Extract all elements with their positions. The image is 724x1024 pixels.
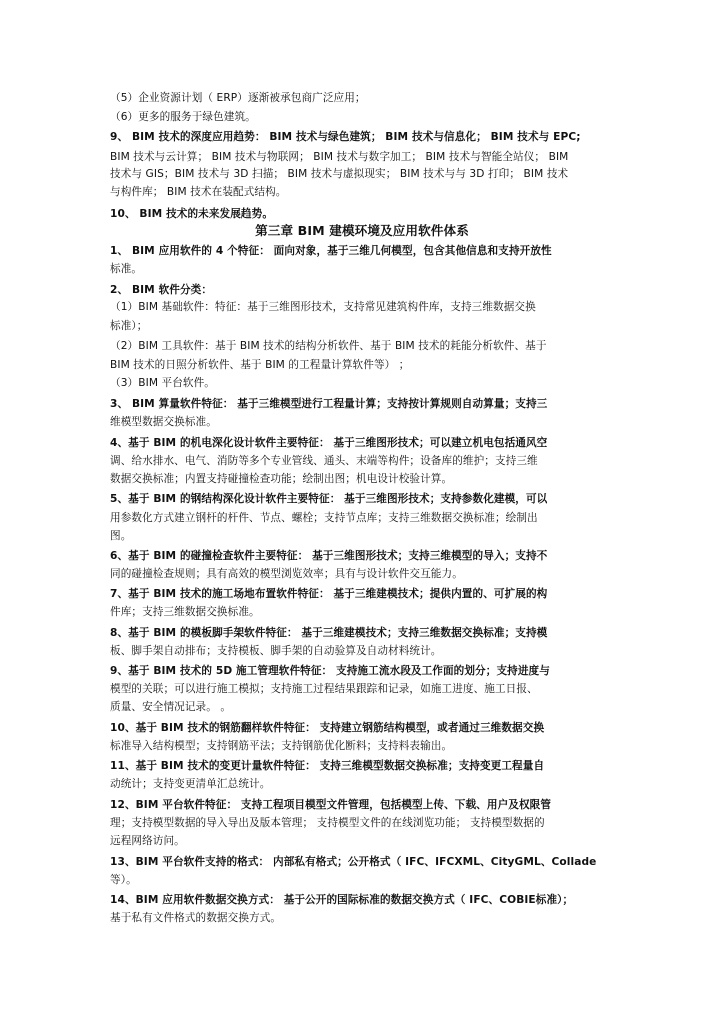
text-line: 理；支持模型数据的导入导出及版本管理； 支持模型文件的在线浏览功能； 支持模型数据的 [110, 817, 545, 829]
chapter-title: 第三章 BIM 建模环境及应用软件体系 [255, 223, 469, 238]
text-line: 10、 BIM 技术的未来发展趋势。 [110, 208, 274, 220]
text-line: 件库；支持三维数据交换标准。 [110, 606, 260, 618]
text-line: 图。 [110, 530, 132, 542]
text-line: 4、基于 BIM 的机电深化设计软件主要特征： 基于三维图形技术；可以建立机电包括通风空 [110, 437, 548, 449]
text-line: 远程网络访问。 [110, 835, 185, 847]
text-line: （5）企业资源计划（ ERP）逐渐被承包商广泛应用； [110, 92, 366, 104]
text-line: 标准）； [110, 320, 148, 332]
text-line: 数据交换标准；内置支持碰撞检查功能；绘制出图；机电设计校验计算。 [110, 473, 453, 485]
text-line: 板、脚手架自动排布；支持模板、脚手架的自动验算及自动材料统计。 [110, 645, 442, 657]
text-line: 1、 BIM 应用软件的 4 个特征： 面向对象，基于三维几何模型，包含其他信息和支持开放性 [110, 245, 552, 257]
text-line: 同的碰撞检查规则；具有高效的模型浏览效率；具有与设计软件交互能力。 [110, 568, 463, 580]
text-line: 基于私有文件格式的数据交换方式。 [110, 912, 282, 924]
text-line: 维模型数据交换标准。 [110, 416, 217, 428]
text-line: 等）。 [110, 874, 137, 886]
text-line: 动统计；支持变更清单汇总统计。 [110, 778, 271, 790]
text-line: BIM 技术的日照分析软件、基于 BIM 的工程量计算软件等） ； [110, 359, 410, 371]
text-line: 12、BIM 平台软件特征： 支持工程项目模型文件管理，包括模型上传、下载、用户及权限管 [110, 799, 552, 811]
text-line: 调、给水排水、电气、消防等多个专业管线、通头、末端等构件；设备库的维护；支持三维 [110, 455, 538, 467]
text-line: 6、基于 BIM 的碰撞检查软件主要特征： 基于三维图形技术；支持三维模型的导入；支持不 [110, 550, 548, 562]
text-line: 与构件库； BIM 技术在装配式结构。 [110, 186, 287, 198]
text-line: 标准。 [110, 263, 143, 275]
text-line: 10、基于 BIM 技术的钢筋翻样软件特征： 支持建立钢筋结构模型，或者通过三维数据交换 [110, 722, 545, 734]
text-line: （1）BIM 基础软件：特征：基于三维图形技术，支持常见建筑构件库，支持三维数据交换 [110, 301, 536, 313]
text-line: 质量、安全情况记录。 。 [110, 701, 232, 713]
text-line: 用参数化方式建立钢杆的杆件、节点、螺栓；支持节点库；支持三维数据交换标准；绘制出 [110, 512, 538, 524]
text-line: 9、基于 BIM 技术的 5D 施工管理软件特征： 支持施工流水段及工作面的划分；支持进度与 [110, 665, 550, 677]
text-line: 8、基于 BIM 的模板脚手架软件特征： 基于三维建模技术；支持三维数据交换标准；支持模 [110, 627, 548, 639]
text-line: 技术与 GIS；BIM 技术与 3D 扫描； BIM 技术与虚拟现实； BIM 技术与与 3D 打印； BIM 技术 [110, 168, 569, 180]
text-line: 2、 BIM 软件分类： [110, 284, 213, 296]
text-line: 模型的关联；可以进行施工模拟；支持施工过程结果跟踪和记录，如施工进度、施工日报、 [110, 683, 538, 695]
text-line: 标准导入结构模型；支持钢筋平法；支持钢筋优化断料；支持料表输出。 [110, 740, 453, 752]
text-line: （2）BIM 工具软件：基于 BIM 技术的结构分析软件、基于 BIM 技术的耗能分析软件、基于 [110, 340, 547, 352]
text-line: 13、BIM 平台软件支持的格式： 内部私有格式；公开格式（ IFC、IFCXML、CityGML、Collade [110, 856, 597, 868]
text-line: 11、基于 BIM 技术的变更计量软件特征： 支持三维模型数据交换标准；支持变更工程量自 [110, 760, 545, 772]
text-line: 9、 BIM 技术的深度应用趋势： BIM 技术与绿色建筑； BIM 技术与信息化； BIM 技术与 EPC; [110, 131, 581, 143]
text-line: 3、 BIM 算量软件特征： 基于三维模型进行工程量计算；支持按计算规则自动算量；支持三 [110, 398, 548, 410]
text-line: 7、基于 BIM 技术的施工场地布置软件特征： 基于三维建模技术；提供内置的、可扩展的构 [110, 588, 548, 600]
text-line: 5、基于 BIM 的钢结构深化设计软件主要特征： 基于三维图形技术；支持参数化建模，可以 [110, 493, 548, 505]
text-line: BIM 技术与云计算； BIM 技术与物联网； BIM 技术与数字加工； BIM 技术与智能全站仪； BIM [110, 151, 569, 163]
text-line: （6）更多的服务于绿色建筑。 [110, 111, 256, 123]
text-line: 14、BIM 应用软件数据交换方式： 基于公开的国际标准的数据交换方式（ IFC、COBIE标准）； [110, 894, 574, 906]
text-line: （3）BIM 平台软件。 [110, 377, 215, 389]
